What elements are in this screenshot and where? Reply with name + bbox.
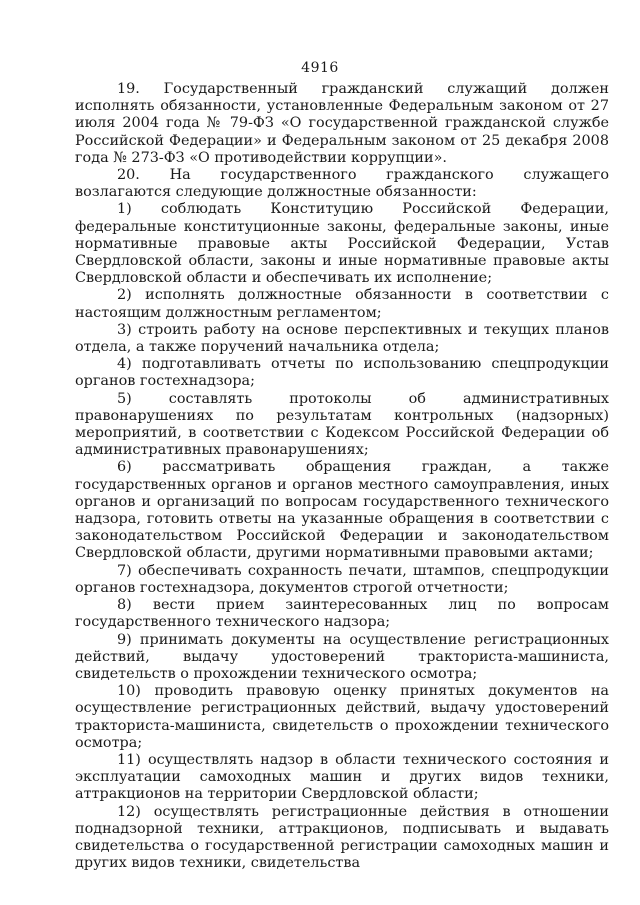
document-body <box>75 81 609 872</box>
duty-item-3: 3) строить работу на основе перспективных и текущих планов отдела, а также поручений начальника отдела; <box>75 321 609 356</box>
duty-item-7: 7) обеспечивать сохранность печати, штампов, спецпродукции органов гостехнадзора, документов строгой отчетности; <box>75 562 609 596</box>
page-number: 4916 <box>301 60 339 76</box>
duty-item-5: 5) составлять протоколы об административных правонарушениях по результатам контрольных (надзорных) мероприятий, в соответствии с Кодексом Российской Федерации об административных правонарушениях; <box>75 390 609 459</box>
duty-item-12: 12) осуществлять регистрационные действия в отношении поднадзорной техники, аттракционов, подписывать и выдавать свидетельства о государственной регистрации самоходных машин и других видов техники, свидетельства <box>75 803 609 872</box>
duty-item-8: 8) вести прием заинтересованных лиц по вопросам государственного технического надзора; <box>75 597 609 631</box>
duty-item-11: 11) осуществлять надзор в области технического состояния и эксплуатации самоходных машин и других видов техники, аттракционов на территории Свердловской области; <box>75 751 609 803</box>
paragraph-20: 20. На государственного гражданского служащего возлагаются следующие должностные обязанности: <box>75 167 609 201</box>
duty-item-1: 1) соблюдать Конституцию Российской Федерации, федеральные конституционные законы, федеральные законы, иные нормативные правовые акты Российской Федерации, Устав Свердловской области, законы и иные нормативные правовые акты Свердловской области и обеспечивать их исполнение; <box>75 201 609 287</box>
duty-item-9: 9) принимать документы на осуществление регистрационных действий, выдачу удостоверений тракториста-машиниста, свидетельств о прохождении технического осмотра; <box>75 631 609 682</box>
duty-item-10: 10) проводить правовую оценку принятых документов на осуществление регистрационных действий, выдачу удостоверений тракториста-машиниста, свидетельств о прохождении технического осмотра; <box>75 683 609 751</box>
duty-item-4: 4) подготавливать отчеты по использованию спецпродукции органов гостехнадзора; <box>75 356 609 390</box>
duty-item-6: 6) рассматривать обращения граждан, а также государственных органов и органов местного самоуправления, иных органов и организаций по вопросам государственного технического надзора, готовить ответы на указанные обращения в соответствии с законодательством Российской Федерации и законодательством Свердловской области, другими нормативными правовыми актами; <box>75 459 609 562</box>
duty-item-2: 2) исполнять должностные обязанности в соответствии с настоящим должностным регламентом; <box>75 287 609 321</box>
paragraph-19: 19. Государственный гражданский служащий должен исполнять обязанности, установленные Федеральным законом от 27 июля 2004 года № 79-ФЗ «О государственной гражданской службе Российской Федерации» и Федеральным законом от 25 декабря 2008 года № 273-ФЗ «О противодействии коррупции». <box>75 81 609 166</box>
